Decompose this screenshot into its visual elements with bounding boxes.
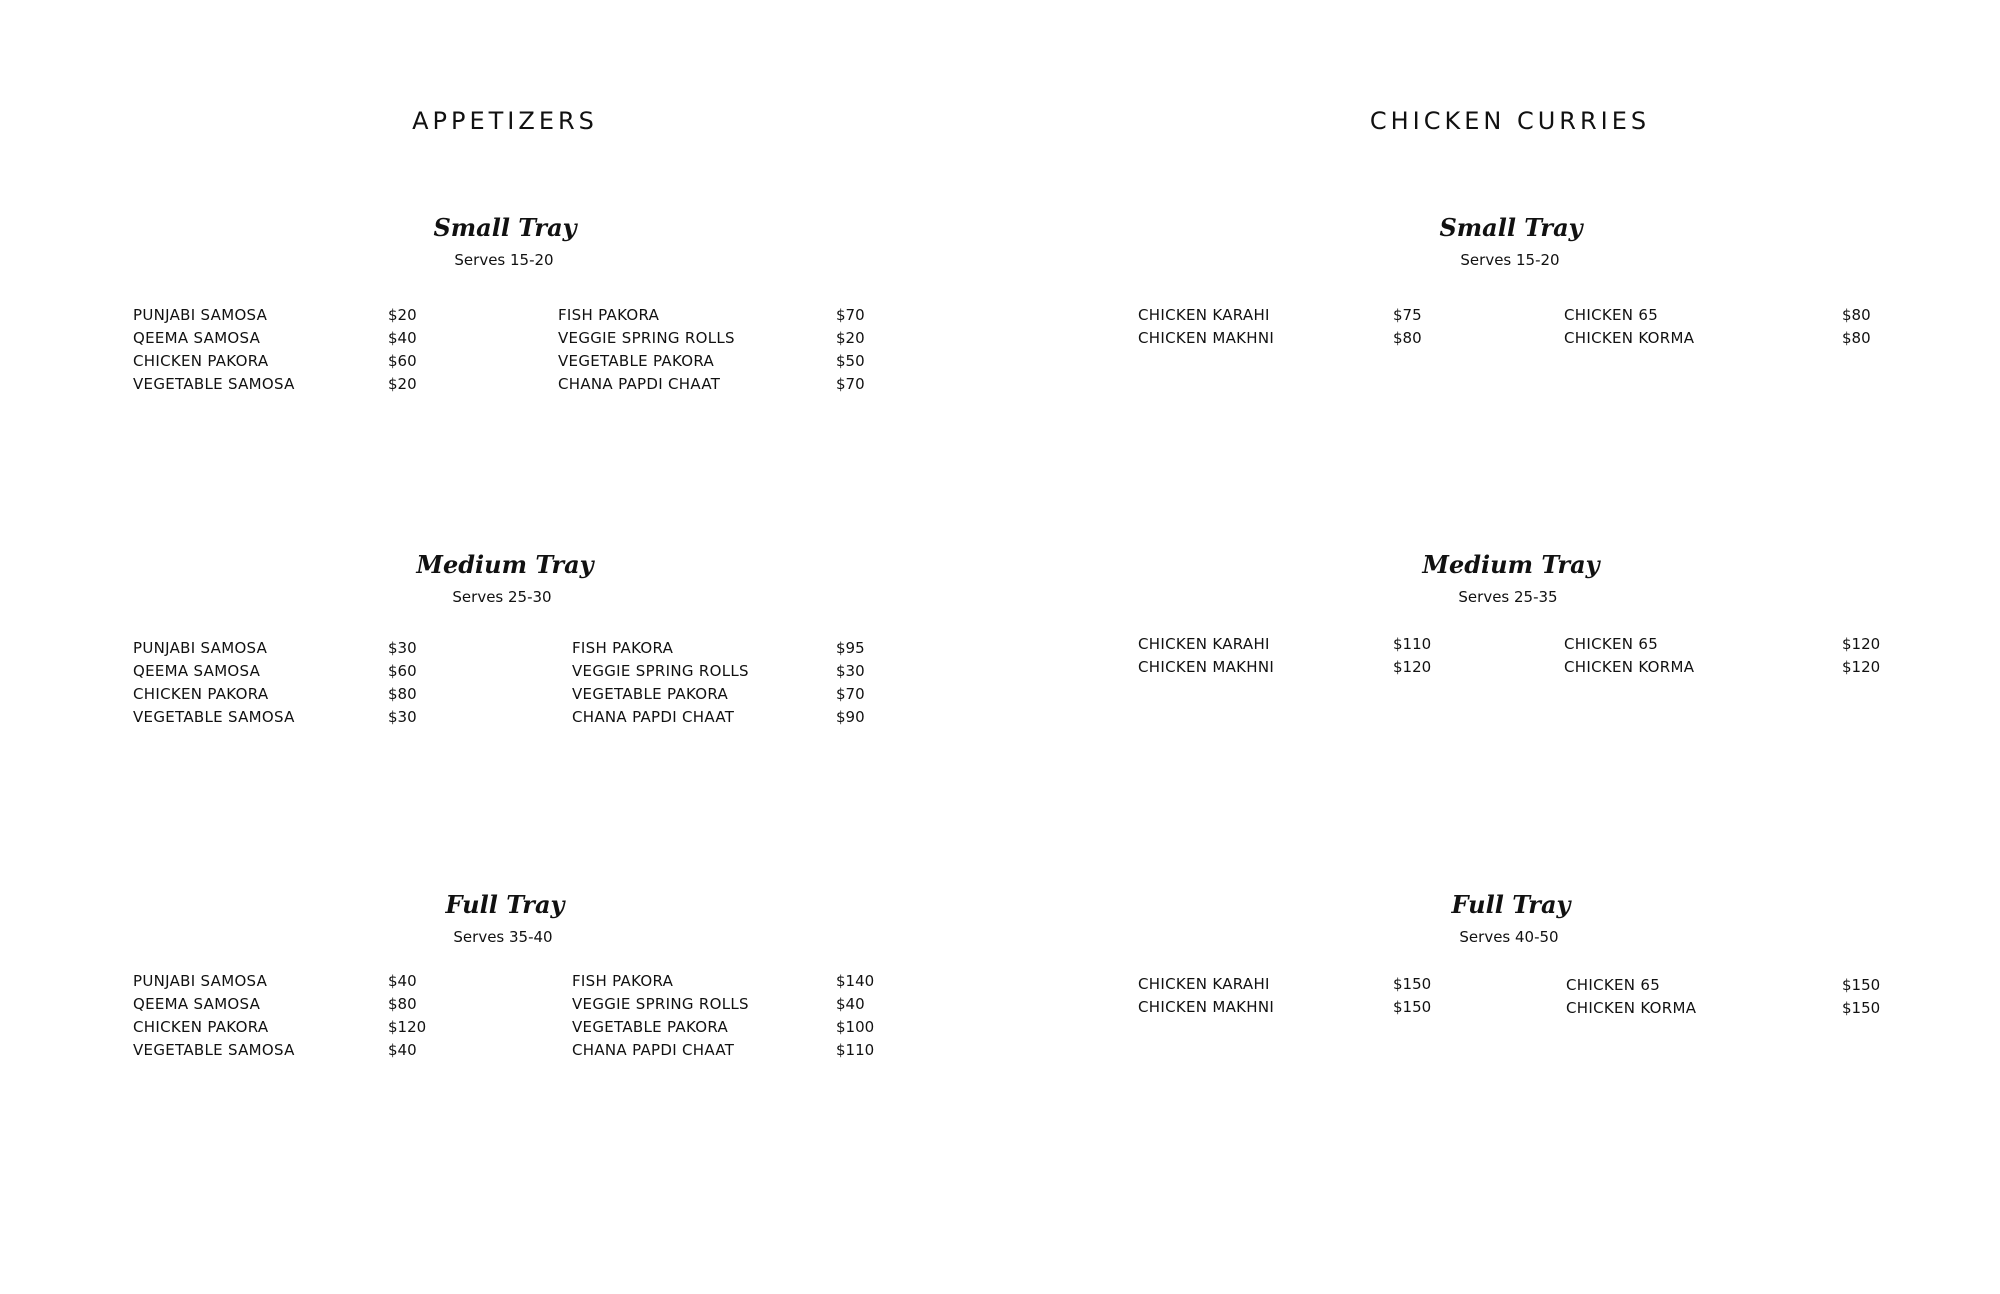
menu-item-price: $150 [1393,975,1432,993]
appetizers-title: APPETIZERS [412,107,598,135]
appetizers-small-left-prices [388,304,417,396]
menu-item-price: $150 [1393,998,1432,1016]
menu-item-name: VEGETABLE PAKORA [558,352,715,370]
curries-medium-right-names [1564,633,1694,679]
menu-item-price: $30 [388,639,417,657]
menu-item-price: $80 [388,685,417,703]
menu-item-price: $80 [1393,329,1422,347]
menu-item-price: $80 [1842,306,1871,324]
menu-item-price: $80 [388,995,417,1013]
curries-medium-tray-title: Medium Tray [1422,550,1600,579]
appetizers-medium-tray-serves: Serves 25-30 [452,588,552,606]
menu-item-price: $110 [1393,635,1432,653]
menu-item-price: $40 [836,995,865,1013]
curries-full-right-prices [1842,974,1880,1020]
menu-item-name: CHANA PAPDI CHAAT [558,375,721,393]
menu-item-price: $70 [836,375,865,393]
menu-item-name: FISH PAKORA [572,972,674,990]
menu-item-price: $60 [388,662,417,680]
curries-small-left-prices [1393,304,1422,350]
menu-item-price: $50 [836,352,865,370]
menu-item-name: CHANA PAPDI CHAAT [572,708,735,726]
menu-item-name: VEGETABLE SAMOSA [133,1041,295,1059]
appetizers-small-left-names [133,304,295,396]
menu-item-name: QEEMA SAMOSA [133,995,261,1013]
appetizers-full-right-prices [836,970,874,1062]
menu-item-name: CHICKEN KORMA [1564,329,1695,347]
curries-full-tray-serves: Serves 40-50 [1459,928,1559,946]
menu-item-price: $20 [388,306,417,324]
curries-medium-left-prices [1393,633,1431,679]
appetizers-medium-left-prices [388,637,417,729]
curries-small-tray-title: Small Tray [1439,213,1583,242]
menu-item-price: $70 [836,306,865,324]
menu-item-name: CHICKEN MAKHNI [1138,998,1275,1016]
menu-item-price: $30 [836,662,865,680]
menu-item-name: PUNJABI SAMOSA [133,639,268,657]
menu-item-price: $150 [1842,976,1881,994]
menu-item-name: CHICKEN KARAHI [1138,635,1270,653]
curries-small-right-prices [1842,304,1871,350]
menu-item-name: CHICKEN MAKHNI [1138,658,1275,676]
appetizers-full-tray-title: Full Tray [445,890,565,919]
menu-item-price: $40 [388,1041,417,1059]
menu-item-price: $150 [1842,999,1881,1017]
curries-small-tray-serves: Serves 15-20 [1460,251,1560,269]
menu-item-price: $20 [836,329,865,347]
appetizers-small-right-names [558,304,735,396]
menu-item-name: CHICKEN MAKHNI [1138,329,1275,347]
menu-item-name: CHICKEN PAKORA [133,1018,269,1036]
curries-medium-tray-serves: Serves 25-35 [1458,588,1558,606]
menu-item-price: $75 [1393,306,1422,324]
appetizers-medium-left-names [133,637,295,729]
menu-item-name: CHICKEN KARAHI [1138,306,1270,324]
appetizers-medium-right-names [572,637,749,729]
appetizers-small-tray-serves: Serves 15-20 [454,251,554,269]
menu-item-price: $100 [836,1018,875,1036]
menu-item-name: FISH PAKORA [572,639,674,657]
appetizers-medium-tray-title: Medium Tray [416,550,594,579]
menu-item-name: VEGGIE SPRING ROLLS [558,329,735,347]
menu-item-name: FISH PAKORA [558,306,660,324]
menu-item-name: CHICKEN KORMA [1566,999,1697,1017]
menu-item-name: QEEMA SAMOSA [133,662,261,680]
menu-item-name: CHICKEN KORMA [1564,658,1695,676]
appetizers-small-right-prices [836,304,865,396]
menu-item-price: $95 [836,639,865,657]
curries-full-right-names [1566,974,1696,1020]
menu-item-name: VEGETABLE SAMOSA [133,708,295,726]
menu-item-name: VEGGIE SPRING ROLLS [572,995,749,1013]
menu-item-price: $120 [1842,658,1881,676]
menu-item-price: $120 [1842,635,1881,653]
curries-full-left-names [1138,973,1274,1019]
menu-item-name: CHICKEN 65 [1564,306,1659,324]
appetizers-full-right-names [572,970,749,1062]
menu-item-name: VEGGIE SPRING ROLLS [572,662,749,680]
menu-item-price: $40 [388,972,417,990]
menu-item-price: $60 [388,352,417,370]
appetizers-full-left-prices [388,970,426,1062]
curries-small-left-names [1138,304,1274,350]
menu-item-price: $90 [836,708,865,726]
menu-item-price: $20 [388,375,417,393]
menu-item-name: VEGETABLE PAKORA [572,1018,729,1036]
appetizers-medium-right-prices [836,637,865,729]
chicken-curries-title: CHICKEN CURRIES [1369,107,1651,135]
menu-item-name: CHANA PAPDI CHAAT [572,1041,735,1059]
menu-item-price: $120 [388,1018,427,1036]
appetizers-full-left-names [133,970,295,1062]
curries-medium-left-names [1138,633,1274,679]
curries-medium-right-prices [1842,633,1880,679]
curries-small-right-names [1564,304,1694,350]
menu-item-name: VEGETABLE PAKORA [572,685,729,703]
menu-item-name: CHICKEN PAKORA [133,352,269,370]
appetizers-small-tray-title: Small Tray [433,213,577,242]
curries-full-left-prices [1393,973,1431,1019]
appetizers-full-tray-serves: Serves 35-40 [453,928,553,946]
menu-item-name: CHICKEN 65 [1564,635,1659,653]
menu-item-name: VEGETABLE SAMOSA [133,375,295,393]
menu-item-name: CHICKEN PAKORA [133,685,269,703]
menu-item-price: $70 [836,685,865,703]
menu-item-price: $80 [1842,329,1871,347]
menu-item-price: $110 [836,1041,875,1059]
menu-item-name: QEEMA SAMOSA [133,329,261,347]
menu-item-name: PUNJABI SAMOSA [133,306,268,324]
menu-item-price: $120 [1393,658,1432,676]
menu-item-name: CHICKEN KARAHI [1138,975,1270,993]
menu-item-name: CHICKEN 65 [1566,976,1661,994]
menu-item-price: $40 [388,329,417,347]
menu-item-price: $140 [836,972,875,990]
menu-item-name: PUNJABI SAMOSA [133,972,268,990]
menu-item-price: $30 [388,708,417,726]
curries-full-tray-title: Full Tray [1451,890,1571,919]
